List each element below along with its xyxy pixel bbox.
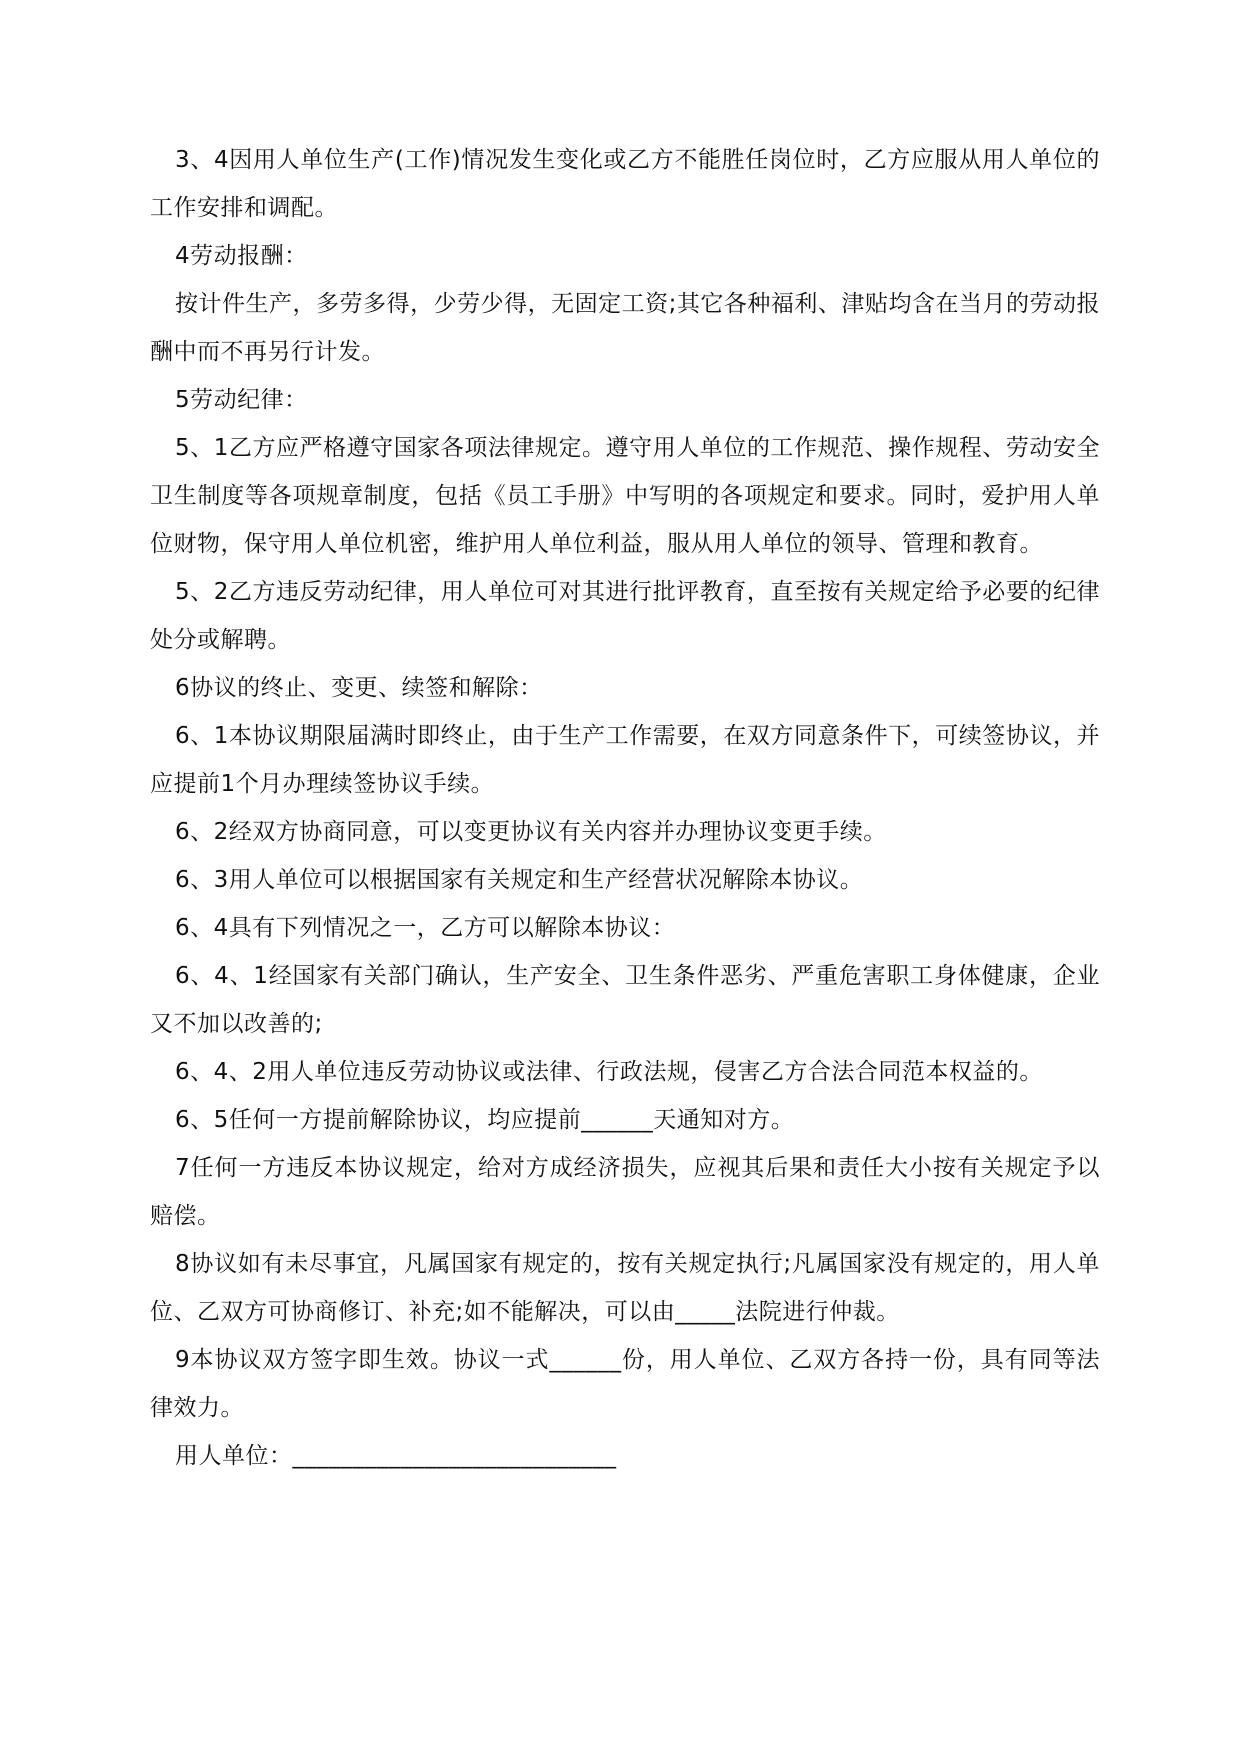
clause-9: 9本协议双方签字即生效。协议一式______份，用人单位、乙双方各持一份，具有同等法律效力。 — [150, 1347, 1100, 1421]
clause-6-4-1: 6、4、1经国家有关部门确认，生产安全、卫生条件恶劣、严重危害职工身体健康，企业又不加以改善的; — [150, 963, 1100, 1037]
employer-signature-line: 用人单位：___________________________ — [175, 1443, 617, 1469]
clause-3-4: 3、4因用人单位生产(工作)情况发生变化或乙方不能胜任岗位时，乙方应服从用人单位的工作安排和调配。 — [150, 147, 1100, 221]
document-page — [150, 136, 1100, 1480]
section-5-heading: 5劳动纪律： — [175, 387, 308, 413]
clause-5-2: 5、2乙方违反劳动纪律，用人单位可对其进行批评教育，直至按有关规定给予必要的纪律处分或解聘。 — [150, 579, 1100, 653]
clause-6-2: 6、2经双方协商同意，可以变更协议有关内容并办理协议变更手续。 — [175, 819, 887, 845]
section-4-heading: 4劳动报酬： — [175, 243, 308, 269]
clause-7: 7任何一方违反本协议规定，给对方成经济损失，应视其后果和责任大小按有关规定予以赔偿。 — [150, 1155, 1100, 1229]
clause-4-body: 按计件生产，多劳多得，少劳少得，无固定工资;其它各种福利、津贴均含在当月的劳动报酬中而不再另行计发。 — [150, 291, 1100, 365]
clause-5-1: 5、1乙方应严格遵守国家各项法律规定。遵守用人单位的工作规范、操作规程、劳动安全卫生制度等各项规章制度，包括《员工手册》中写明的各项规定和要求。同时，爱护用人单位财物，保守用人单位机密，维护用人单位利益，服从用人单位的领导、管理和教育。 — [150, 435, 1100, 557]
clause-6-1: 6、1本协议期限届满时即终止，由于生产工作需要，在双方同意条件下，可续签协议，并应提前1个月办理续签协议手续。 — [150, 723, 1100, 797]
clause-6-4-2: 6、4、2用人单位违反劳动协议或法律、行政法规，侵害乙方合法合同范本权益的。 — [175, 1059, 1043, 1085]
clause-6-3: 6、3用人单位可以根据国家有关规定和生产经营状况解除本协议。 — [175, 867, 864, 893]
clause-8: 8协议如有未尽事宜，凡属国家有规定的，按有关规定执行;凡属国家没有规定的，用人单位、乙双方可协商修订、补充;如不能解决，可以由_____法院进行仲裁。 — [150, 1251, 1100, 1325]
clause-6-5: 6、5任何一方提前解除协议，均应提前______天通知对方。 — [175, 1107, 795, 1133]
section-6-heading: 6协议的终止、变更、续签和解除： — [175, 675, 543, 701]
clause-6-4: 6、4具有下列情况之一，乙方可以解除本协议： — [175, 915, 676, 941]
